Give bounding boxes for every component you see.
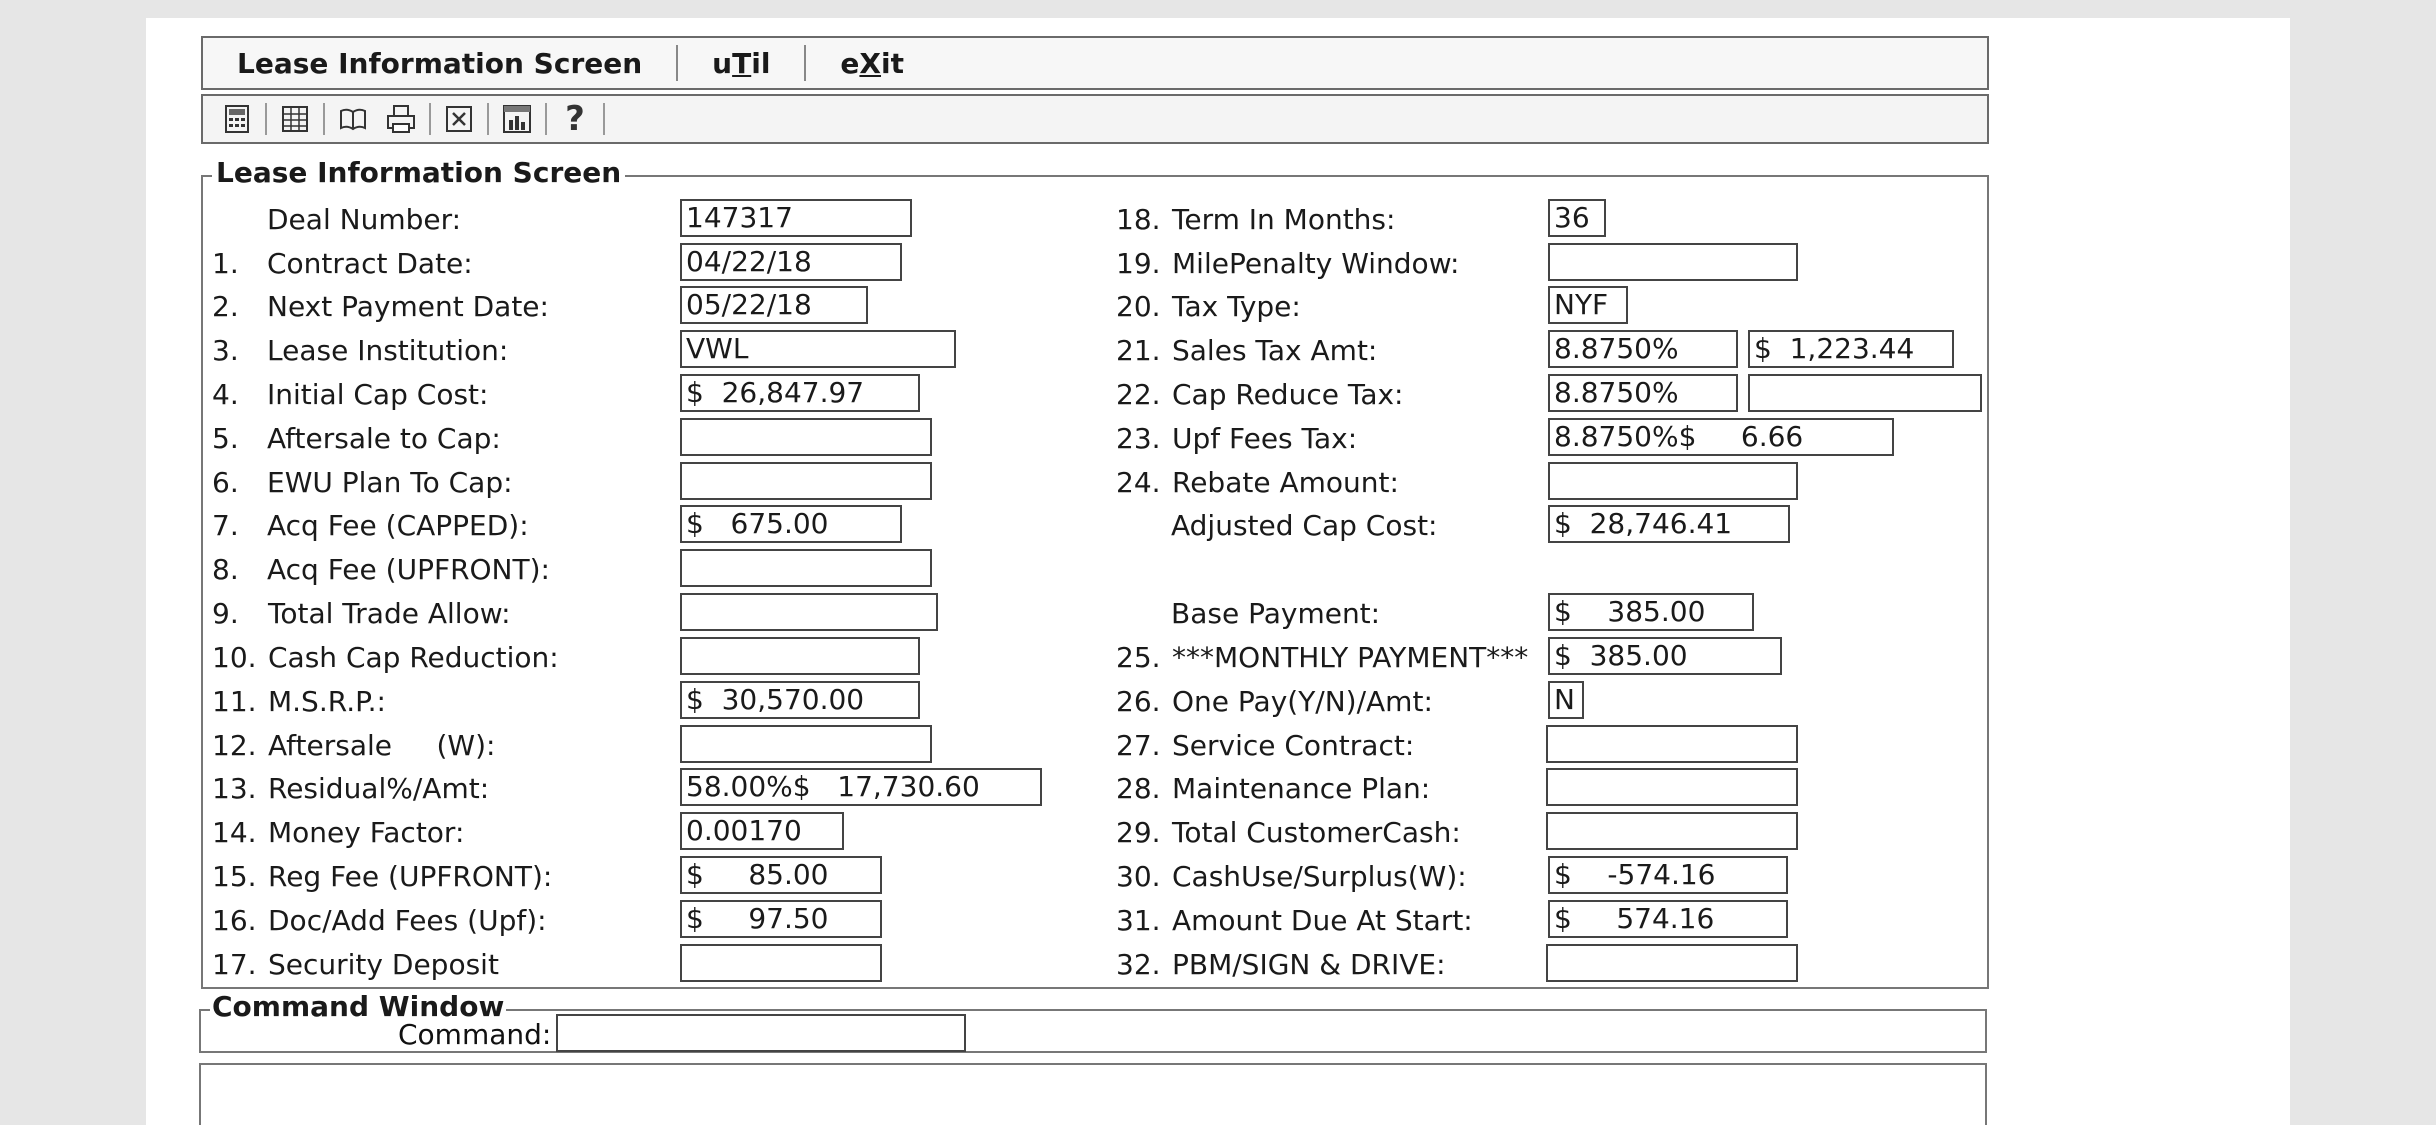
command-label: Command:: [398, 1018, 552, 1051]
cash-cap-reduction-input[interactable]: [680, 637, 920, 675]
calculator-icon[interactable]: [220, 102, 254, 136]
maintenance-plan-input[interactable]: [1546, 768, 1798, 806]
residual-amt-input[interactable]: 58.00%$ 17,730.60: [680, 768, 1042, 806]
right-field-row-monthly-payment: [1116, 639, 1529, 679]
right-field-row-blank: [1116, 551, 1126, 591]
field-label: Term In Months:: [1172, 203, 1396, 236]
left-field-row-m-s-r-p: [212, 683, 386, 723]
left-field-row-acq-fee-upfront: [212, 551, 550, 591]
left-field-row-doc-add-fees-upf: [212, 902, 547, 942]
field-number: 2.: [212, 290, 239, 323]
left-field-row-money-factor: [212, 814, 465, 854]
milepenalty-window-input[interactable]: [1548, 243, 1798, 281]
aftersale-to-cap-input[interactable]: [680, 418, 932, 456]
frame-title: Lease Information Screen: [212, 156, 625, 189]
chart-icon[interactable]: [500, 102, 534, 136]
field-label: Total Trade Allow:: [268, 597, 511, 630]
field-label: Amount Due At Start:: [1172, 904, 1473, 937]
field-number: 6.: [212, 466, 239, 499]
field-number: 21.: [1116, 334, 1161, 367]
next-payment-date-input[interactable]: 05/22/18: [680, 286, 868, 324]
field-label: MilePenalty Window:: [1172, 247, 1460, 280]
aftersale-w-input[interactable]: [680, 725, 932, 763]
field-number: 20.: [1116, 290, 1161, 323]
right-field-row-sales-tax-amt: [1116, 332, 1378, 372]
field-number: 26.: [1116, 685, 1161, 718]
deal-number-input[interactable]: 147317: [680, 199, 912, 237]
menu-lease-information[interactable]: [203, 46, 676, 80]
adjusted-cap-cost-input[interactable]: $ 28,746.41: [1548, 505, 1790, 543]
close-box-icon[interactable]: [442, 102, 476, 136]
m-s-r-p-input[interactable]: $ 30,570.00: [680, 681, 920, 719]
contract-date-input[interactable]: 04/22/18: [680, 243, 902, 281]
toolbar-separator: [603, 103, 605, 135]
right-field-row-one-pay-y-n-amt: [1116, 683, 1433, 723]
right-field-row-upf-fees-tax: [1116, 420, 1358, 460]
money-factor-input[interactable]: 0.00170: [680, 812, 844, 850]
field-number: 9.: [212, 597, 239, 630]
menu-exit[interactable]: [806, 46, 938, 80]
field-number: 15.: [212, 860, 257, 893]
left-field-row-security-deposit: [212, 946, 499, 986]
right-field-row-rebate-amount: [1116, 464, 1399, 504]
field-number: 5.: [212, 422, 239, 455]
toolbar-separator: [265, 103, 267, 135]
acq-fee-capped-input[interactable]: $ 675.00: [680, 505, 902, 543]
reg-fee-upfront-input[interactable]: $ 85.00: [680, 856, 882, 894]
right-field-row-pbm-sign-drive: [1116, 946, 1446, 986]
upf-fees-tax-input[interactable]: 8.8750%$ 6.66: [1548, 418, 1894, 456]
field-number: 1.: [212, 247, 239, 280]
field-label: Upf Fees Tax:: [1172, 422, 1358, 455]
field-number: 30.: [1116, 860, 1161, 893]
field-label: Maintenance Plan:: [1172, 772, 1431, 805]
field-number: 10.: [212, 641, 257, 674]
field-label: Service Contract:: [1172, 729, 1415, 762]
field-number: 24.: [1116, 466, 1161, 499]
field-label: Security Deposit: [268, 948, 499, 981]
toolbar-separator: [487, 103, 489, 135]
left-field-row-cash-cap-reduction: [212, 639, 559, 679]
left-field-row-contract-date: [212, 245, 473, 285]
pbm-sign-drive-input[interactable]: [1546, 944, 1798, 982]
menu-util-label-suffix: il: [751, 46, 771, 80]
field-label: Sales Tax Amt:: [1172, 334, 1378, 367]
term-in-months-input[interactable]: 36: [1548, 199, 1606, 237]
right-field-row-milepenalty-window: [1116, 245, 1460, 285]
left-field-row-deal-number: [212, 201, 462, 241]
field-label: Doc/Add Fees (Upf):: [268, 904, 547, 937]
field-label: Tax Type:: [1172, 290, 1301, 323]
left-field-row-aftersale-to-cap: [212, 420, 501, 460]
doc-add-fees-upf-input[interactable]: $ 97.50: [680, 900, 882, 938]
field-label: Acq Fee (UPFRONT):: [267, 553, 550, 586]
right-field-row-adjusted-cap-cost: [1116, 507, 1438, 547]
field-label: Money Factor:: [268, 816, 465, 849]
right-field-row-cashuse-surplus-w: [1116, 858, 1467, 898]
tax-type-input[interactable]: NYF: [1548, 286, 1628, 324]
field-label: Adjusted Cap Cost:: [1171, 509, 1438, 542]
toolbar-separator: [429, 103, 431, 135]
service-contract-input[interactable]: [1546, 725, 1798, 763]
menu-util-label-prefix: u: [712, 46, 733, 80]
field-label: Aftersale (W):: [268, 729, 496, 762]
field-label: Acq Fee (CAPPED):: [267, 509, 529, 542]
field-number: 12.: [212, 729, 257, 762]
field-label: Aftersale to Cap:: [267, 422, 501, 455]
right-field-row-base-payment: [1116, 595, 1381, 635]
field-number: 22.: [1116, 378, 1161, 411]
help-icon-glyph: ?: [565, 99, 585, 139]
command-window-title: Command Window: [212, 990, 505, 1023]
field-label: Cap Reduce Tax:: [1172, 378, 1404, 411]
cap-reduce-tax-input[interactable]: 8.8750%: [1548, 374, 1738, 412]
field-number: 16.: [212, 904, 257, 937]
right-field-row-term-in-months: [1116, 201, 1396, 241]
cashuse-surplus-w-input[interactable]: $ -574.16: [1548, 856, 1788, 894]
left-field-row-aftersale-w: [212, 727, 496, 767]
left-field-row-reg-fee-upfront: [212, 858, 553, 898]
right-field-row-maintenance-plan: [1116, 770, 1431, 810]
field-label: Reg Fee (UPFRONT):: [268, 860, 553, 893]
field-number: 29.: [1116, 816, 1161, 849]
left-field-row-acq-fee-capped: [212, 507, 529, 547]
menu-exit-label-prefix: e: [840, 46, 860, 80]
output-area: [199, 1063, 1987, 1125]
toolbar-separator: [545, 103, 547, 135]
right-field-row-total-customercash: [1116, 814, 1461, 854]
field-number: 7.: [212, 509, 239, 542]
field-number: 18.: [1116, 203, 1161, 236]
total-customercash-input[interactable]: [1546, 812, 1798, 850]
field-number: 25.: [1116, 641, 1161, 674]
field-label: Base Payment:: [1171, 597, 1381, 630]
rebate-amount-input[interactable]: [1548, 462, 1798, 500]
field-label: Total CustomerCash:: [1172, 816, 1461, 849]
menu-bar: [201, 36, 1989, 90]
toolbar-separator: [323, 103, 325, 135]
right-field-row-service-contract: [1116, 727, 1415, 767]
field-number: 23.: [1116, 422, 1161, 455]
sales-tax-amt-amount-input[interactable]: $ 1,223.44: [1748, 330, 1954, 368]
left-field-row-lease-institution: [212, 332, 509, 372]
command-input[interactable]: [556, 1014, 966, 1052]
amount-due-at-start-input[interactable]: $ 574.16: [1548, 900, 1788, 938]
field-label: Cash Cap Reduction:: [268, 641, 559, 674]
left-field-row-next-payment-date: [212, 288, 549, 328]
field-number: 19.: [1116, 247, 1161, 280]
field-label: Contract Date:: [267, 247, 473, 280]
ewu-plan-to-cap-input[interactable]: [680, 462, 932, 500]
monthly-payment-input[interactable]: $ 385.00: [1548, 637, 1782, 675]
toolbar: [201, 94, 1989, 144]
acq-fee-upfront-input[interactable]: [680, 549, 932, 587]
field-number: 32.: [1116, 948, 1161, 981]
field-label: PBM/SIGN & DRIVE:: [1172, 948, 1446, 981]
security-deposit-input[interactable]: [680, 944, 882, 982]
one-pay-y-n-amt-input[interactable]: N: [1548, 681, 1584, 719]
field-label: Lease Institution:: [267, 334, 509, 367]
field-number: 13.: [212, 772, 257, 805]
field-label: Next Payment Date:: [267, 290, 549, 323]
field-label: ***MONTHLY PAYMENT***: [1172, 641, 1529, 674]
field-number: 14.: [212, 816, 257, 849]
field-label: EWU Plan To Cap:: [267, 466, 513, 499]
left-field-row-residual-amt: [212, 770, 490, 810]
cap-reduce-tax-amount-input[interactable]: [1748, 374, 1982, 412]
field-label: CashUse/Surplus(W):: [1172, 860, 1467, 893]
book-icon[interactable]: [336, 102, 370, 136]
print-icon[interactable]: [384, 102, 418, 136]
field-number: 8.: [212, 553, 239, 586]
field-label: Residual%/Amt:: [268, 772, 490, 805]
field-label: Deal Number:: [267, 203, 462, 236]
field-number: 28.: [1116, 772, 1161, 805]
total-trade-allow-input[interactable]: [680, 593, 938, 631]
menu-lease-information-label: Lease Information Screen: [237, 46, 643, 80]
left-field-row-initial-cap-cost: [212, 376, 489, 416]
menu-util[interactable]: [678, 46, 804, 80]
field-label: Initial Cap Cost:: [267, 378, 489, 411]
field-number: 3.: [212, 334, 239, 367]
help-icon[interactable]: [558, 99, 592, 139]
right-field-row-cap-reduce-tax: [1116, 376, 1404, 416]
lease-institution-input[interactable]: VWL: [680, 330, 956, 368]
spreadsheet-icon[interactable]: [278, 102, 312, 136]
right-field-row-amount-due-at-start: [1116, 902, 1473, 942]
field-number: 4.: [212, 378, 239, 411]
field-number: 31.: [1116, 904, 1161, 937]
menu-exit-accelerator: X: [859, 46, 882, 80]
initial-cap-cost-input[interactable]: $ 26,847.97: [680, 374, 920, 412]
field-label: M.S.R.P.:: [268, 685, 386, 718]
field-label: One Pay(Y/N)/Amt:: [1172, 685, 1433, 718]
right-field-row-tax-type: [1116, 288, 1301, 328]
sales-tax-amt-input[interactable]: 8.8750%: [1548, 330, 1738, 368]
menu-util-accelerator: T: [732, 46, 752, 80]
left-field-row-ewu-plan-to-cap: [212, 464, 513, 504]
left-field-row-total-trade-allow: [212, 595, 511, 635]
field-number: 27.: [1116, 729, 1161, 762]
field-number: 11.: [212, 685, 257, 718]
menu-exit-label-suffix: it: [881, 46, 904, 80]
field-label: Rebate Amount:: [1172, 466, 1399, 499]
base-payment-input[interactable]: $ 385.00: [1548, 593, 1754, 631]
field-number: 17.: [212, 948, 257, 981]
